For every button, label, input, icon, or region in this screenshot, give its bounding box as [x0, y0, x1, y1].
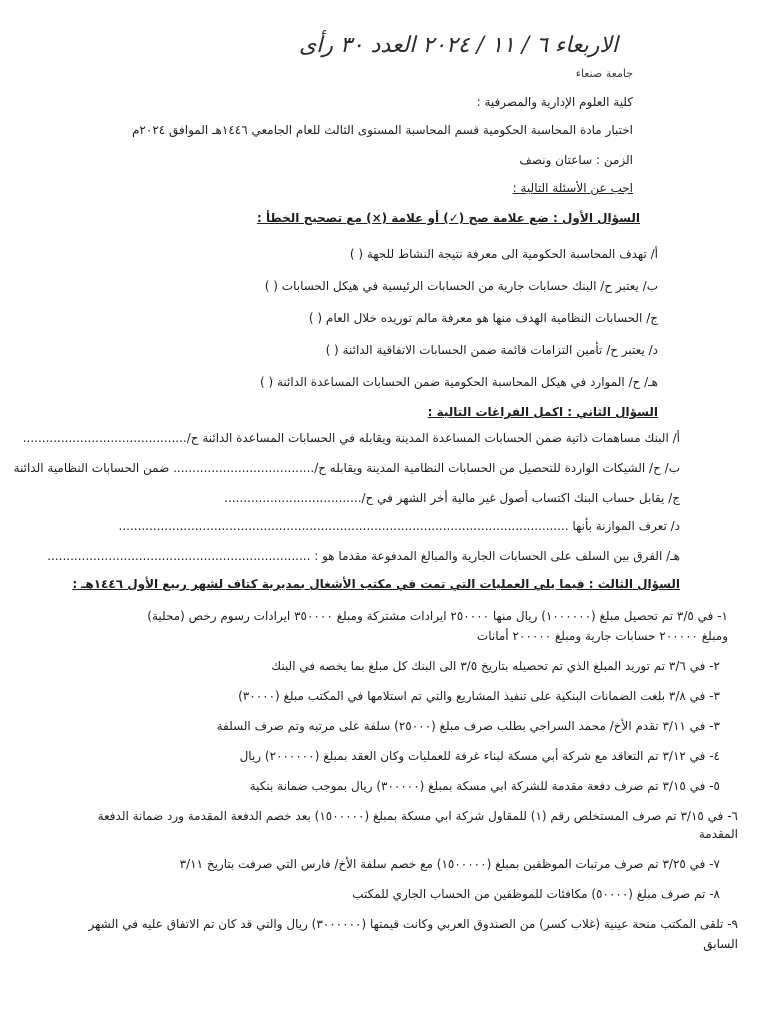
q3-item: المقدمة [698, 827, 738, 841]
q3-item: ومبلغ ٢٠٠٠٠٠ حسابات جارية ومبلغ ٢٠٠٠٠٠ أمانات [476, 629, 728, 643]
q1-item: د/ يعتبر ح/ تأمين التزامات قائمة ضمن الحسابات الاتفاقية الدائنة ( ) [325, 343, 658, 357]
q3-item: ٦- في ٣/١٥ تم صرف المستخلص رقم (١) للمقاول شركة ابي مسكة بمبلغ (١٥٠٠٠٠٠) بعد خصم الدفعة المقدمة ورد ضمانة الدفعة [97, 809, 738, 823]
exam-title: اختبار مادة المحاسبة الحكومية قسم المحاسبة المستوى الثالث للعام الجامعي ١٤٤٦هـ الموافق ٢٠٢٤م [131, 123, 633, 137]
q3-item: ٢- في ٣/٦ تم توريد المبلغ الذي تم تحصيله بتاريخ ٣/٥ الى البنك كل مبلغ بما يخصه في البنك [271, 659, 720, 673]
q3-item: ٥- في ٣/١٥ تم صرف دفعة مقدمة للشركة ابي مسكة بمبلغ (٣٠٠٠٠٠) ريال بموجب ضمانة بنكية [249, 779, 720, 793]
q2-item: هـ/ الفرق بين السلف على الحسابات الجارية والمبالغ المدفوعة مقدما هو : ..................................................................... [47, 549, 680, 563]
handwritten-date: الاربعاء ٦ / ١١ / ٢٠٢٤ العدد ٣٠ رأى [299, 33, 618, 58]
q1-item: هـ/ ح/ الموارد في هيكل المحاسبة الحكومية ضمن الحسابات المساعدة الدائنة ( ) [259, 375, 658, 389]
exam-instruction: اجب عن الأسئلة التالية : [512, 181, 633, 195]
q1-item: أ/ تهدف المحاسبة الحكومية الى معرفة نتيجة النشاط للجهة ( ) [349, 247, 658, 261]
q1-item: ج/ الحسابات النظامية الهدف منها هو معرفة مالم توريده خلال العام ( ) [308, 311, 658, 325]
university-name: جامعة صنعاء [575, 67, 633, 80]
q1-item: ب/ يعتبر ح/ البنك حسابات جارية من الحسابات الرئيسية في هيكل الحسابات ( ) [264, 279, 658, 293]
q3-item: ٨- تم صرف مبلغ (٥٠٠٠٠) مكافئات للموظفين من الحساب الجاري للمكتب [352, 887, 720, 901]
q1-title: السؤال الأول : ضع علامة صح (✓) أو علامة (×) مع تصحيح الخطأ : [256, 211, 640, 225]
q2-title: السؤال الثاني : اكمل الفراغات التالية : [427, 405, 658, 419]
q2-item: د/ تعرف الموازنة بأنها ...................................................................................................................... [118, 519, 680, 533]
q3-title: السؤال الثالث : فيما يلي العمليات التي تمت في مكتب الأشغال بمديرية كتاف لشهر ربيع الأول ١٤٤٦هـ : [72, 577, 680, 591]
q3-item: ١- في ٣/٥ تم تحصيل مبلغ (١٠٠٠٠٠٠) ريال منها ٢٥٠٠٠٠ ايرادات مشتركة ومبلغ ٣٥٠٠٠٠ ايرادات رسوم رخص (محلية) [147, 609, 728, 623]
q2-item: أ/ البنك مساهمات ذاتية ضمن الحسابات المساعدة المدينة ويقابله في الحسابات المساعدة الدائنة ح/........................................... [22, 431, 680, 445]
exam-time: الزمن : ساعتان ونصف [519, 153, 633, 167]
q2-item: ب/ ح/ الشيكات الواردة للتحصيل من الحسابات النظامية المدينة ويقابله ح/..................................... ضمن الحسابات النظامية الدائنة [13, 461, 680, 475]
q3-item: ٤- في ٣/١٢ تم التعاقد مع شركة أبي مسكة لبناء غرفة للعمليات وكان العقد بمبلغ (٢٠٠٠٠٠٠) ريال [239, 749, 720, 763]
q3-item: ٧- في ٣/٢٥ تم صرف مرتبات الموظفين بمبلغ (١٥٠٠٠٠٠) مع خصم سلفة الأخ/ فارس التي صرفت بتاريخ ٣/١١ [179, 857, 720, 871]
q2-item: ج/ يقابل حساب البنك اكتساب أصول غير مالية أخر الشهر في ح/.................................... [224, 491, 680, 505]
q3-item: السابق [703, 937, 738, 951]
q3-item: ٣- في ٣/٨ بلغت الضمانات البنكية على تنفيذ المشاريع والتي تم استلامها في المكتب مبلغ (٣٠٠٠٠) [238, 689, 720, 703]
q3-item: ٩- تلقى المكتب منحة عينية (غلاب كسر) من الصندوق العربي وكانت قيمتها (٣٠٠٠٠٠٠) ريال والتي قد كان تم الاتفاق عليه في الشهر [88, 917, 738, 931]
faculty-name: كلية العلوم الإدارية والمصرفية : [476, 95, 633, 109]
q3-item: ٣- في ٣/١١ تقدم الأخ/ محمد السراجي بطلب صرف مبلغ (٢٥٠٠٠) سلفة على مرتبه وتم صرف السلفة [216, 719, 720, 733]
